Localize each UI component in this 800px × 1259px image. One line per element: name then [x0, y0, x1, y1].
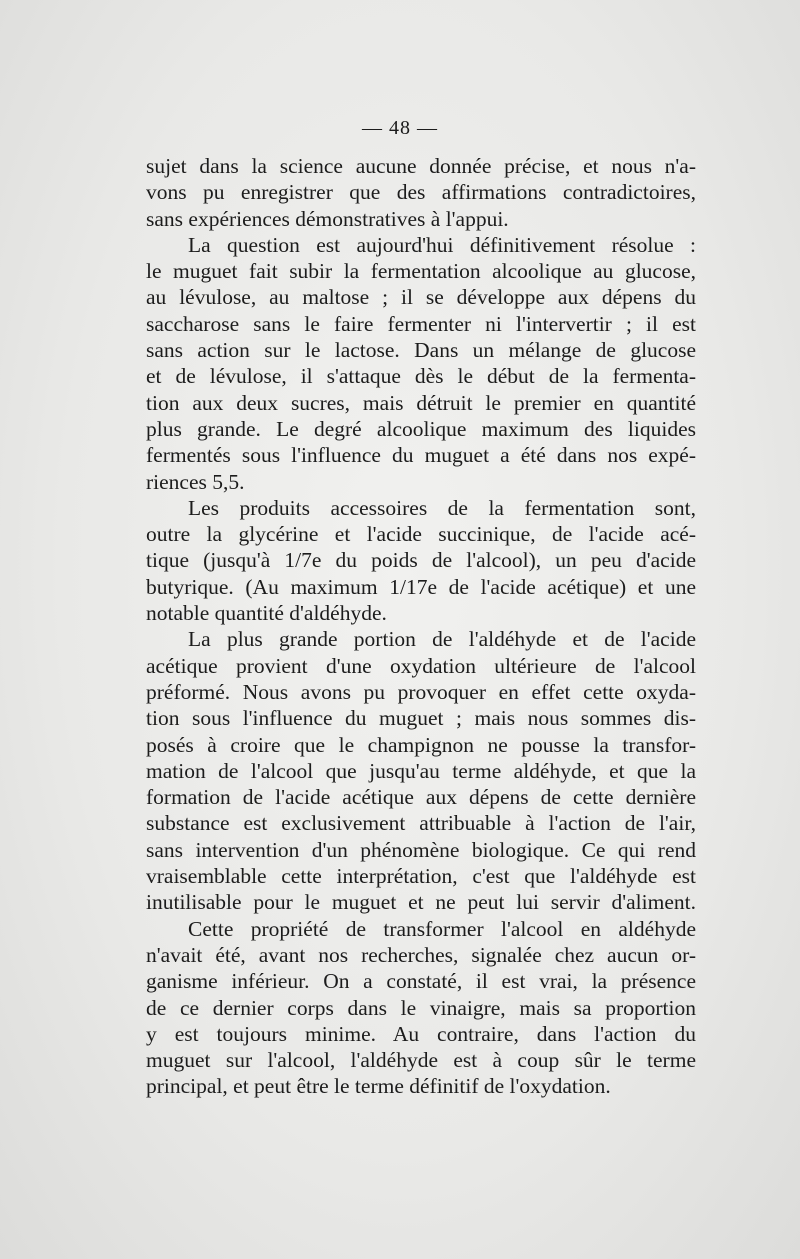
text-line: y est toujours minime. Au contraire, dans l'action du: [146, 1021, 696, 1046]
text-line: sans action sur le lactose. Dans un mélange de glucose: [146, 338, 696, 363]
text-line: La question est aujourd'hui définitivement résolue :: [188, 232, 696, 257]
text-line: Les produits accessoires de la fermentation sont,: [188, 495, 696, 520]
text-line: vraisemblable cette interprétation, c'est que l'aldéhyde est: [146, 864, 696, 889]
page-number: — 48 —: [362, 117, 438, 139]
text-line: saccharose sans le faire fermenter ni l'intervertir ; il est: [146, 311, 696, 336]
text-line: inutilisable pour le muguet et ne peut lui servir d'aliment.: [146, 890, 696, 915]
text-line: fermentés sous l'influence du muguet a été dans nos expé-: [146, 443, 696, 468]
text-line: posés à croire que le champignon ne pousse la transfor-: [146, 732, 696, 757]
text-line: riences 5,5.: [146, 469, 245, 494]
text-line: outre la glycérine et l'acide succinique, de l'acide acé-: [146, 522, 696, 547]
text-line: sujet dans la science aucune donnée précise, et nous n'a-: [146, 154, 696, 178]
text-line: ganisme inférieur. On a constaté, il est vrai, la présence: [146, 969, 696, 994]
text-line: muguet sur l'alcool, l'aldéhyde est à coup sûr le terme: [146, 1048, 696, 1073]
text-line: principal, et peut être le terme définitif de l'oxydation.: [146, 1074, 611, 1099]
text-line: butyrique. (Au maximum 1/17e de l'acide acétique) et une: [146, 574, 696, 599]
text-line: notable quantité d'aldéhyde.: [146, 601, 387, 626]
text-line: tique (jusqu'à 1/7e du poids de l'alcool), un peu d'acide: [146, 548, 696, 573]
text-line: vons pu enregistrer que des affirmations contradictoires,: [146, 180, 696, 205]
text-line: de ce dernier corps dans le vinaigre, mais sa proportion: [146, 995, 696, 1020]
text-line: sans expériences démonstratives à l'appui.: [146, 206, 509, 231]
text-line: et de lévulose, il s'attaque dès le début de la fermenta-: [146, 364, 696, 389]
text-line: au lévulose, au maltose ; il se développe aux dépens du: [146, 285, 696, 310]
text-line: tion aux deux sucres, mais détruit le premier en quantité: [146, 390, 696, 415]
text-line: formation de l'acide acétique aux dépens de cette dernière: [146, 785, 696, 810]
text-line: n'avait été, avant nos recherches, signalée chez aucun or-: [146, 942, 696, 967]
text-line: préformé. Nous avons pu provoquer en effet cette oxyda-: [146, 679, 696, 704]
text-line: sans intervention d'un phénomène biologique. Ce qui rend: [146, 837, 696, 862]
text-line: La plus grande portion de l'aldéhyde et de l'acide: [188, 627, 696, 652]
text-line: substance est exclusivement attribuable à l'action de l'air,: [146, 811, 696, 836]
text-line: le muguet fait subir la fermentation alcoolique au glucose,: [146, 259, 696, 284]
text-line: plus grande. Le degré alcoolique maximum des liquides: [146, 416, 696, 441]
text-line: tion sous l'influence du muguet ; mais nous sommes dis-: [146, 706, 696, 731]
text-line: acétique provient d'une oxydation ultérieure de l'alcool: [146, 653, 696, 678]
text-line: mation de l'alcool que jusqu'au terme aldéhyde, et que la: [146, 758, 696, 783]
text-line: Cette propriété de transformer l'alcool en aldéhyde: [188, 916, 696, 941]
body-text: [146, 153, 696, 1100]
